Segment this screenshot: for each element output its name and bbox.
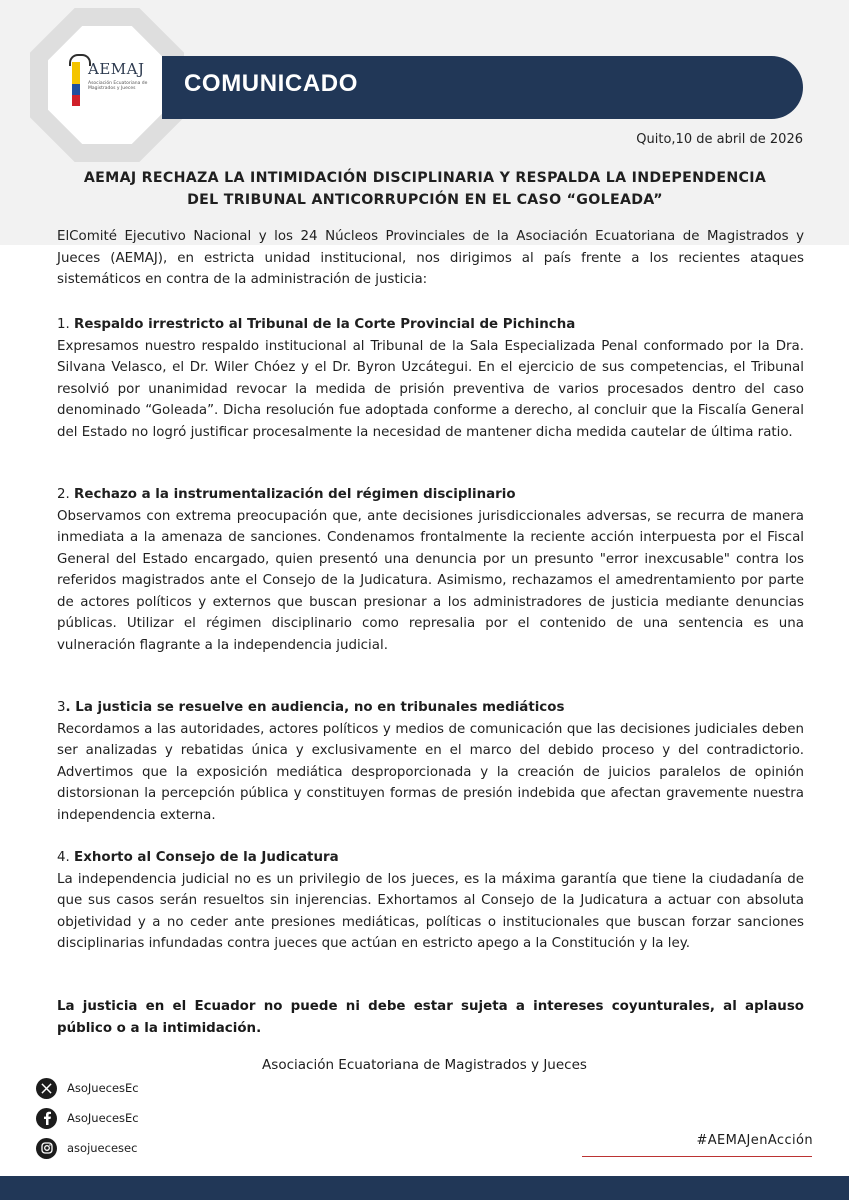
- section-3-text: Recordamos a las autoridades, actores políticos y medios de comunicación que las decisiones judiciales deben ser analizadas y rebatidas única y exclusivamente en el marco del debido proceso y del contradictorio. Advertimos que la exposición mediática desproporcionada y la creación de juicios paralelos de opinión distorsionan la percepción pública y constituyen formas de presión indebida que afectan gravemente nuestra independencia externa.: [57, 721, 804, 823]
- x-handle: AsoJuecesEc: [67, 1081, 139, 1095]
- section-1-heading: [57, 314, 804, 336]
- hashtag: #AEMAJenAcción: [696, 1133, 813, 1148]
- banner-title: COMUNICADO: [184, 70, 358, 97]
- section-3-title: . La justicia se resuelve en audiencia, no en tribunales mediáticos: [65, 700, 565, 715]
- section-2-text: Observamos con extrema preocupación que, ante decisiones jurisdiccionales adversas, se recurra de manera inmediata a la amenaza de sanciones. Condenamos frontalmente la reciente acción interpuesta por el Fiscal General del Estado encargado, quien presentó una denuncia por un presunto "error inexcusable" contra los referidos magistrados ante el Consejo de la Judicatura. Asimismo, rechazamos el amedrentamiento por parte de actores políticos y externos que buscan presionar a los administradores de justicia mediante denuncias públicas. Utilizar el régimen disciplinario como represalia por el contenido de una sentencia es una vulneración flagrante a la independencia judicial.: [57, 508, 804, 653]
- document-date: Quito,10 de abril de 2026: [636, 132, 803, 147]
- headline: [60, 167, 790, 211]
- section-4-text: La independencia judicial no es un privilegio de los jueces, es la máxima garantía que tiene la ciudadanía de que sus casos serán resueltos sin injerencias. Exhortamos al Consejo de la Judicatura a actuar con absoluta objetividad y a no ceder ante presiones mediáticas, políticas o institucionales que buscan forzar sanciones disciplinarias infundadas contra jueces que actúan en estricto apego a la Constitución y la ley.: [57, 871, 804, 951]
- section-4-number: 4.: [57, 850, 70, 865]
- section-3: [57, 697, 804, 826]
- instagram-handle: asojuecesec: [67, 1141, 138, 1155]
- ecuador-flag-icon: [72, 62, 80, 106]
- facebook-handle: AsoJuecesEc: [67, 1111, 139, 1125]
- x-icon: [36, 1078, 57, 1099]
- section-2-number: 2.: [57, 487, 70, 502]
- section-4-title: Exhorto al Consejo de la Judicatura: [74, 850, 339, 865]
- section-1-number: 1.: [57, 317, 70, 332]
- section-2-title: Rechazo a la instrumentalización del régimen disciplinario: [74, 487, 516, 502]
- logo-subtext: Asociación Ecuatoriana de Magistrados y Jueces: [88, 81, 148, 91]
- closing-statement: La justicia en el Ecuador no puede ni debe estar sujeta a intereses coyunturales, al aplauso público o a la intimidación.: [57, 999, 804, 1036]
- social-x[interactable]: [36, 1077, 139, 1099]
- section-1: [57, 314, 804, 443]
- headline-line-2: DEL TRIBUNAL ANTICORRUPCIÓN EN EL CASO “GOLEADA”: [187, 192, 663, 208]
- aemaj-logo: [66, 60, 156, 110]
- hashtag-underline: [582, 1156, 812, 1157]
- social-instagram[interactable]: [36, 1137, 137, 1159]
- signature: Asociación Ecuatoriana de Magistrados y Jueces: [262, 1057, 587, 1073]
- section-3-number: 3: [57, 700, 66, 715]
- section-1-title: Respaldo irrestricto al Tribunal de la Corte Provincial de Pichincha: [74, 317, 576, 332]
- section-2: [57, 484, 804, 656]
- intro-paragraph: ElComité Ejecutivo Nacional y los 24 Núcleos Provinciales de la Asociación Ecuatoriana de Magistrados y Jueces (AEMAJ), en estricta unidad institucional, nos dirigimos al país frente a los recientes ataques sistemáticos en contra de la administración de justicia:: [57, 229, 804, 287]
- section-4-heading: [57, 847, 804, 869]
- section-3-heading: [57, 697, 804, 719]
- facebook-icon: [36, 1108, 57, 1129]
- footer-bar: [0, 1176, 849, 1200]
- section-4: [57, 847, 804, 955]
- instagram-icon: [36, 1138, 57, 1159]
- section-2-heading: [57, 484, 804, 506]
- title-banner: [162, 56, 803, 119]
- section-1-text: Expresamos nuestro respaldo institucional al Tribunal de la Sala Especializada Penal conformado por la Dra. Silvana Velasco, el Dr. Wiler Chóez y el Dr. Byron Uzcátegui. En el ejercicio de sus competencias, el Tribunal resolvió por unanimidad revocar la medida de prisión preventiva de varios procesados dentro del caso denominado “Goleada”. Dicha resolución fue adoptada conforme a derecho, al concluir que la Fiscalía General del Estado no logró justificar procesalmente la necesidad de mantener dicha medida cautelar de última ratio.: [57, 338, 804, 440]
- logo-text: AEMAJ: [88, 60, 145, 78]
- headline-line-1: AEMAJ RECHAZA LA INTIMIDACIÓN DISCIPLINARIA Y RESPALDA LA INDEPENDENCIA: [83, 170, 767, 186]
- social-facebook[interactable]: [36, 1107, 139, 1129]
